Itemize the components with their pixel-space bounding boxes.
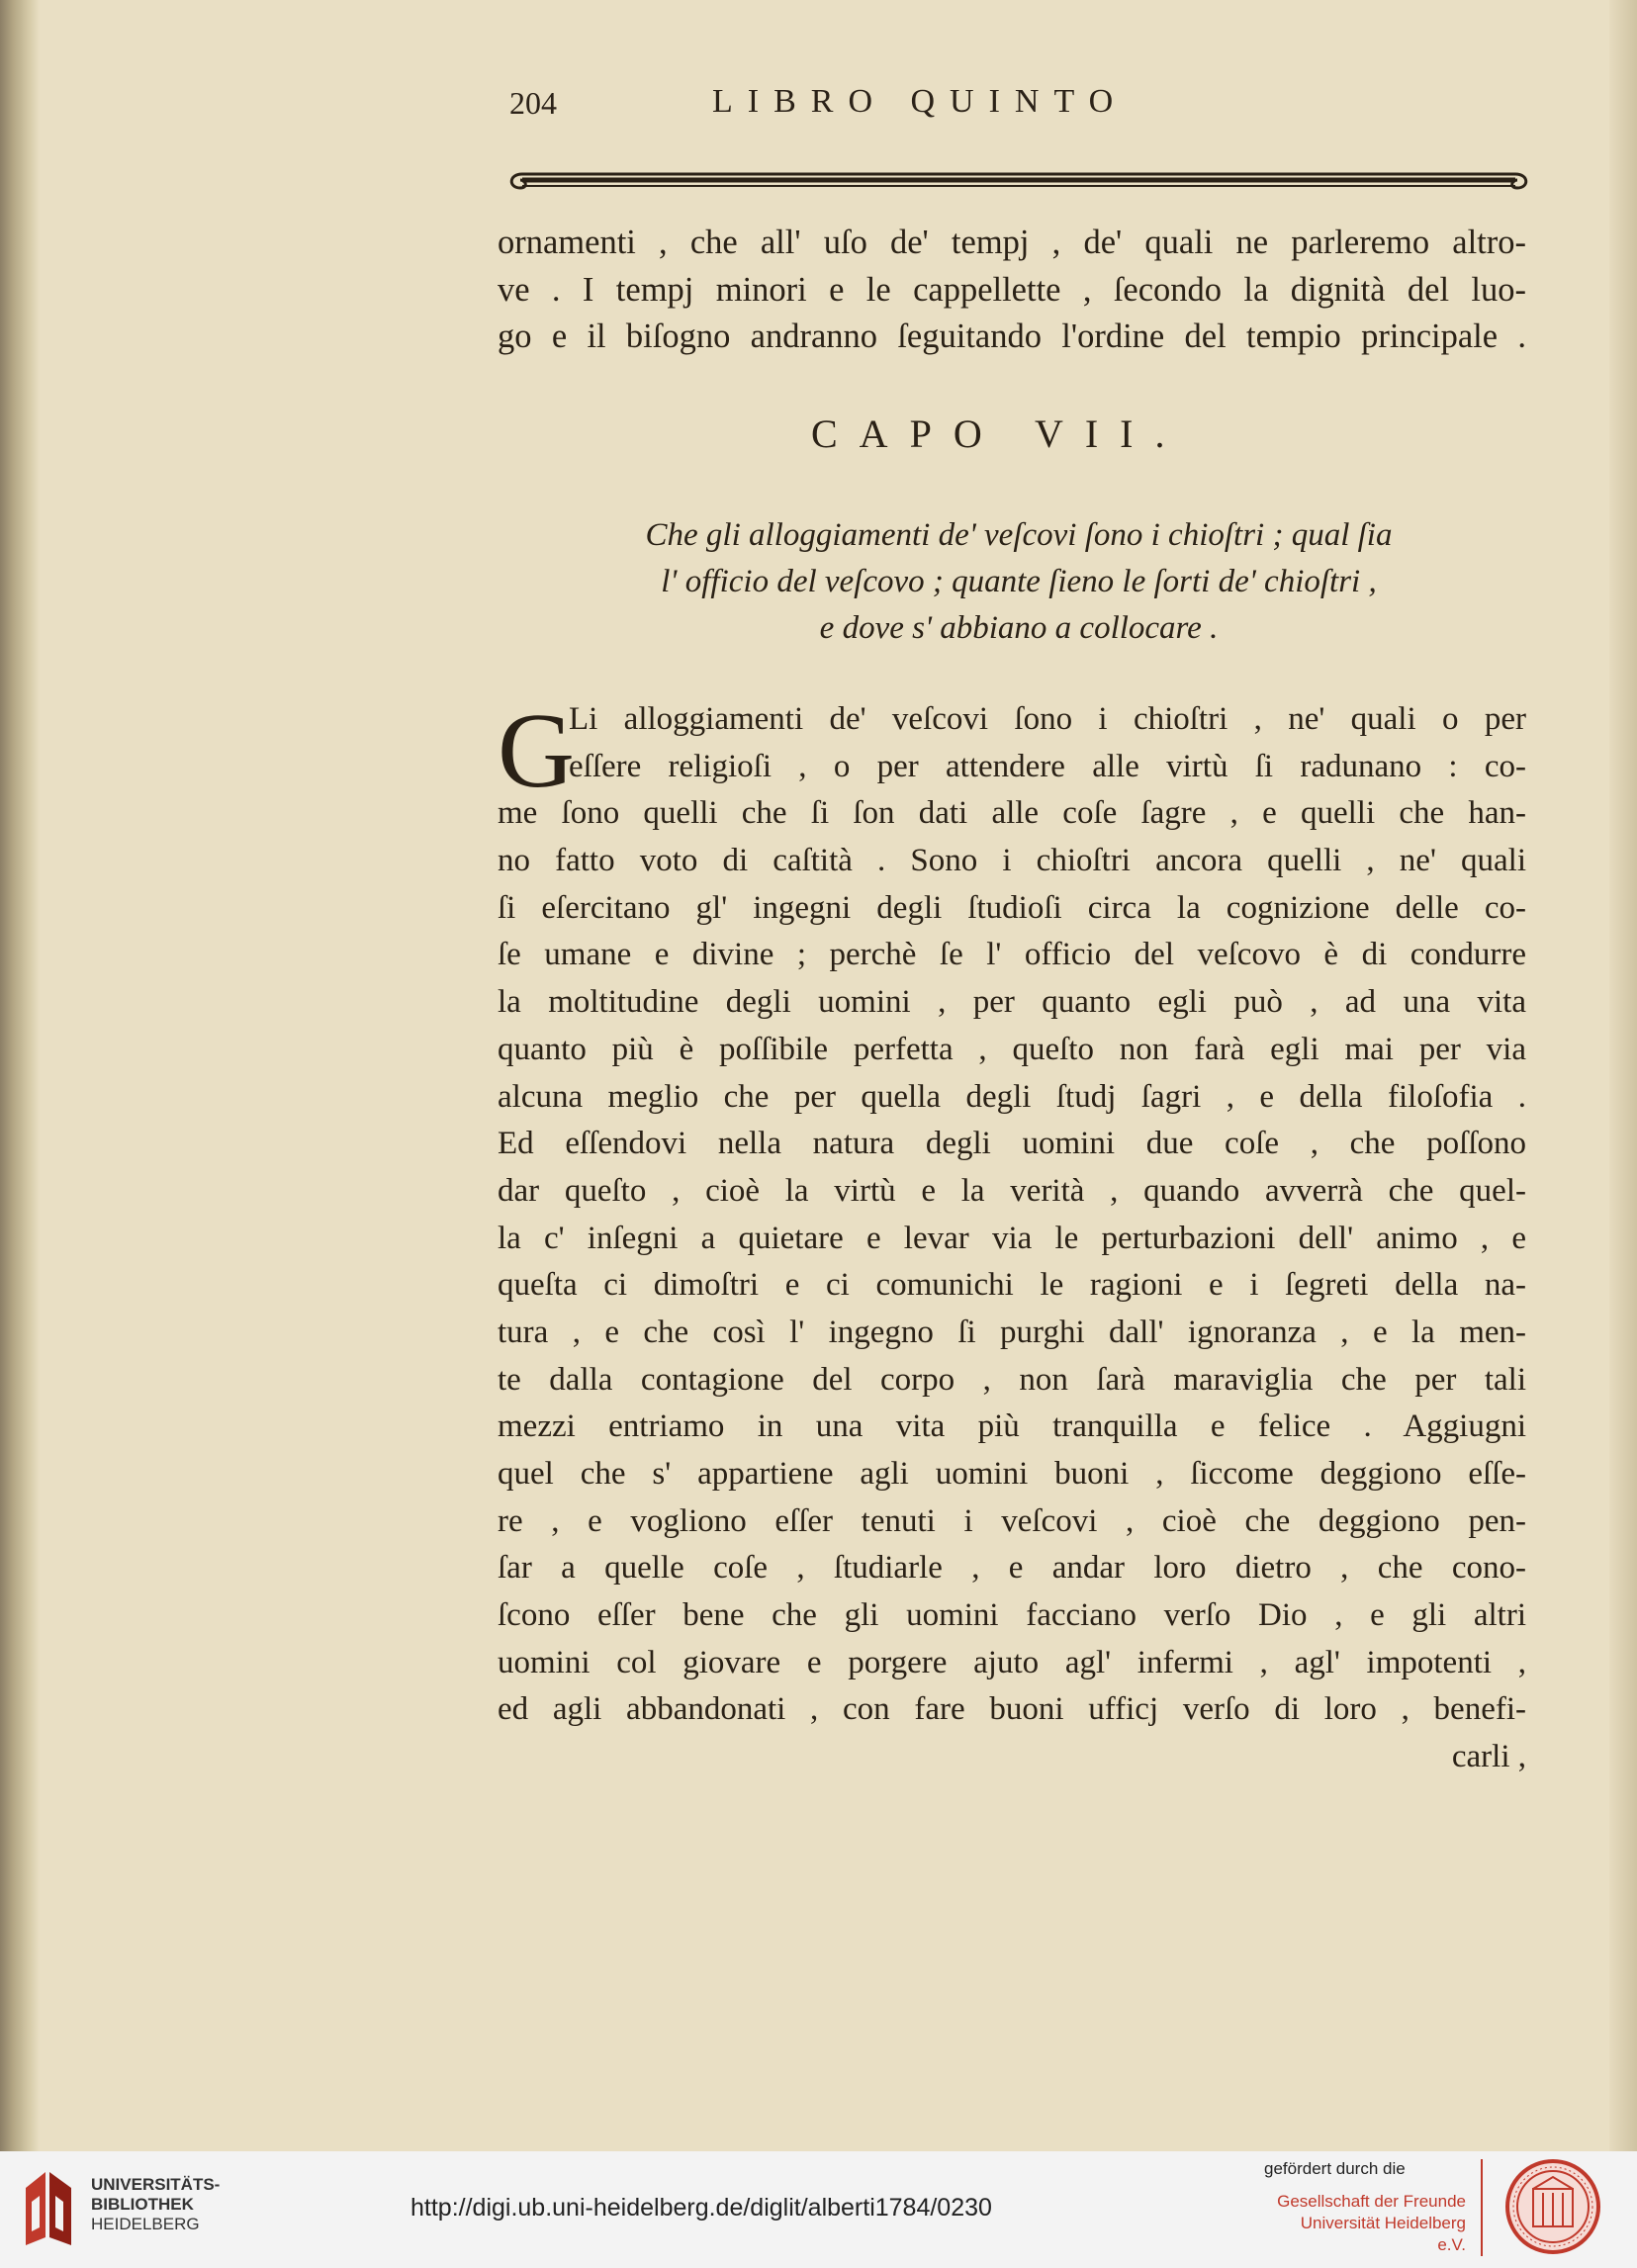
text-line: ſi eſercitano gl' ingegni degli ſtudioſi circa la cognizione delle co- (498, 889, 1526, 926)
summary-line: l' officio del veſcovo ; quante ſieno le ſorti de' chioſtri , (661, 564, 1377, 599)
text-line: quel che s' appartiene agli uomini buoni , ſiccome deggiono eſſe- (498, 1456, 1526, 1492)
sponsor-name-line: Universität Heidelberg e.V. (1300, 2214, 1466, 2254)
running-head: LIBRO QUINTO (712, 83, 1129, 120)
text-line: ornamenti , che all' uſo de' tempj , de' quali ne parleremo altro- (498, 224, 1526, 261)
main-paragraph (498, 692, 1526, 1781)
text-line: tura , e che così l' ingegno ſi purghi dall' ignoranza , e la men- (498, 1314, 1526, 1350)
sponsor-divider (1481, 2159, 1483, 2256)
text-line: eſſere religioſi , o per attendere alle virtù ſi radunano : co- (569, 748, 1526, 784)
continuation-text (498, 220, 1526, 361)
summary-line: e dove s' abbiano a collocare . (819, 610, 1219, 646)
permalink-url[interactable]: http://digi.ub.uni-heidelberg.de/diglit/alberti1784/0230 (410, 2194, 992, 2222)
text-line: uomini col giovare e porgere ajuto agl' infermi , agl' impotenti , (498, 1644, 1526, 1680)
library-name-line: HEIDELBERG (91, 2215, 200, 2233)
text-line: mezzi entriamo in una vita più tranquilla e felice . Aggiugni (498, 1408, 1526, 1445)
text-line: ed agli abbandonati , con fare buoni ufficj verſo di loro , benefi- (498, 1691, 1526, 1728)
sponsor-name[interactable] (1268, 2191, 1466, 2256)
text-line: no fatto voto di caſtità . Sono i chioſtri ancora quelli , ne' quali (498, 843, 1526, 879)
text-line: go e il biſogno andranno ſeguitando l'ordine del tempio principale . (498, 318, 1526, 356)
text-line: la c' inſegni a quietare e levar via le perturbazioni dell' animo , e (498, 1220, 1526, 1256)
chapter-summary (534, 512, 1503, 652)
text-line: quanto più è poſſibile perfetta , queſto non farà egli mai per via (498, 1031, 1526, 1067)
university-seal-icon (1503, 2157, 1602, 2256)
catchword: carli , (1451, 1739, 1526, 1775)
ornamental-rule (504, 158, 1533, 198)
text-line: ſe umane e divine ; perchè ſe l' officio del veſcovo è di condurre (498, 937, 1526, 973)
text-line: dar queſto , cioè la virtù e la verità , quando avverrà che quel- (498, 1172, 1526, 1209)
ub-heidelberg-logo-icon[interactable] (18, 2168, 79, 2249)
drop-cap: G (498, 692, 575, 810)
text-line: te dalla contagione del corpo , non ſarà maraviglia che per tali (498, 1361, 1526, 1398)
text-line: re , e vogliono eſſer tenuti i veſcovi , cioè che deggiono pen- (498, 1502, 1526, 1539)
text-line: me ſono quelli che ſi ſon dati alle coſe ſagre , e quelli che han- (498, 795, 1526, 832)
library-name-line: UNIVERSITÄTS- (91, 2175, 221, 2194)
library-name[interactable] (91, 2175, 220, 2234)
text-line: Li alloggiamenti de' veſcovi ſono i chioſtri , ne' quali o per (569, 701, 1526, 737)
text-line: ſcono eſſer bene che gli uomini facciano verſo Dio , e gli altri (498, 1597, 1526, 1634)
text-line: ve . I tempj minori e le cappellette , ſecondo la dignità del luo- (498, 270, 1526, 309)
library-name-line: BIBLIOTHEK (91, 2195, 194, 2214)
sponsor-name-line: Gesellschaft der Freunde (1277, 2192, 1466, 2211)
text-line: ſar a quelle coſe , ſtudiarle , e andar loro dietro , che cono- (498, 1550, 1526, 1587)
text-line: alcuna meglio che per quella degli ſtudj ſagri , e della filoſofia . (498, 1078, 1526, 1115)
text-line: queſta ci dimoſtri e ci comunichi le ragioni e i ſegreti della na- (498, 1267, 1526, 1304)
chapter-title: CAPO VII. (811, 411, 1187, 456)
text-line: la moltitudine degli uomini , per quanto egli può , ad una vita (498, 984, 1526, 1021)
text-line: Ed eſſendovi nella natura degli uomini due coſe , che poſſono (498, 1126, 1526, 1162)
page-number: 204 (509, 85, 557, 121)
sponsor-label: gefördert durch die (1264, 2159, 1406, 2178)
summary-line: Che gli alloggiamenti de' veſcovi ſono i chioſtri ; qual ſia (645, 517, 1393, 553)
